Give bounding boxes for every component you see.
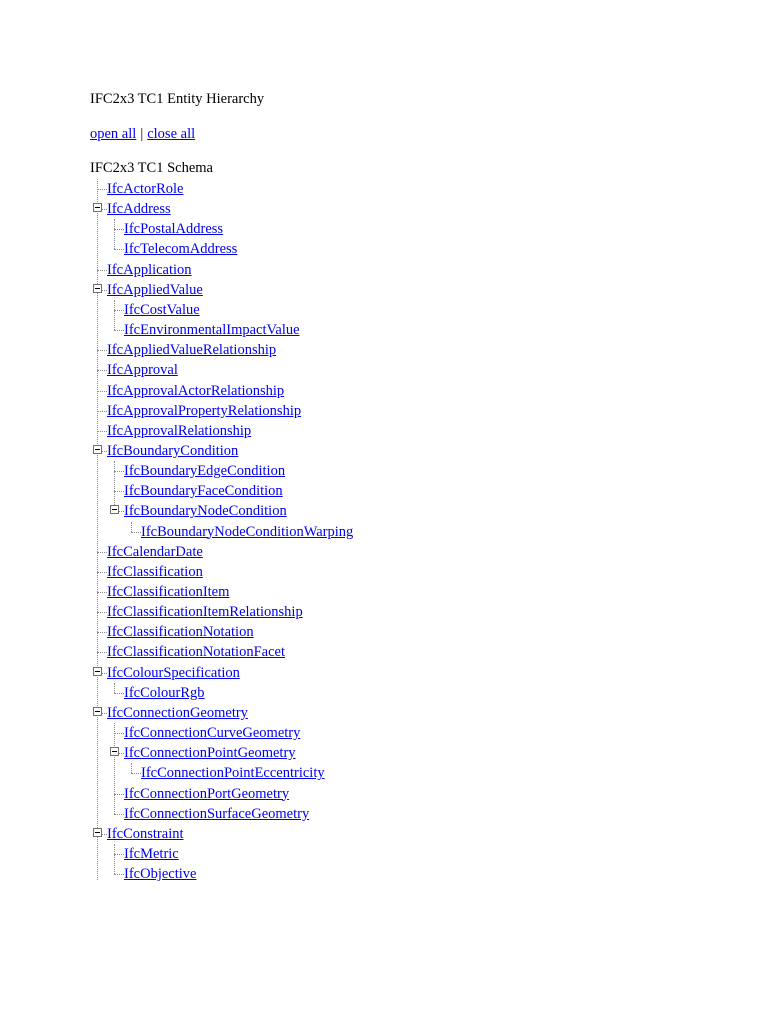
tree-node (107, 199, 171, 219)
tree-node-link[interactable]: IfcApproval (107, 362, 178, 379)
tree-node (107, 542, 203, 562)
tree-node-link[interactable]: IfcBoundaryEdgeCondition (124, 463, 286, 480)
tree-connector-line (97, 592, 107, 593)
tree-node (124, 239, 237, 259)
tree-branch-line (114, 300, 115, 330)
tree-node-link[interactable]: IfcBoundaryNodeCondition (124, 503, 287, 520)
tree-node-link[interactable]: IfcApprovalPropertyRelationship (107, 402, 302, 419)
tree-node-link[interactable]: IfcConnectionCurveGeometry (124, 725, 301, 742)
tree-connector-line (97, 370, 107, 371)
tree-node (107, 421, 251, 441)
tree-node-link[interactable]: IfcActorRole (107, 181, 184, 197)
tree-node-link[interactable]: IfcConnectionPortGeometry (124, 785, 290, 802)
tree-node-link[interactable]: IfcApplication (107, 261, 192, 278)
tree-connector-line (114, 330, 124, 331)
tree-node-link[interactable]: IfcObjective (124, 866, 197, 883)
tree-branch-line (131, 763, 132, 773)
tree-node-link[interactable]: IfcCostValue (124, 301, 200, 318)
tree-connector-line (114, 229, 124, 230)
tree-node-link[interactable]: IfcAppliedValueRelationship (107, 342, 277, 359)
tree-node (124, 864, 196, 884)
tree-node (107, 622, 254, 642)
tree-node (141, 522, 353, 542)
tree-connector-line (97, 612, 107, 613)
tree-node (107, 663, 240, 683)
open-all-link[interactable]: open all (90, 126, 137, 142)
tree-connector-line (114, 693, 124, 694)
tree-node (107, 340, 276, 360)
tree-connector-line (114, 794, 124, 795)
tree-node (124, 219, 223, 239)
tree-connector-line (97, 632, 107, 633)
tree-node-link[interactable]: IfcBoundaryCondition (107, 442, 239, 459)
tree-node-link[interactable]: IfcEnvironmentalImpactValue (124, 322, 300, 339)
tree-connector-line (97, 431, 107, 432)
tree-node-link[interactable]: IfcTelecomAddress (124, 241, 238, 258)
tree-node (124, 743, 296, 763)
tree-connector-line (114, 491, 124, 492)
tree-node-link[interactable]: IfcClassificationItem (107, 584, 230, 600)
tree-node-link[interactable]: IfcConstraint (107, 825, 184, 842)
tree-branch-line (114, 723, 115, 814)
tree-connector-line (97, 652, 107, 653)
tree-node (107, 401, 301, 421)
tree-node-link[interactable]: IfcConnectionSurfaceGeometry (124, 805, 310, 822)
tree-node (124, 481, 283, 501)
tree-node-link[interactable]: IfcClassificationItemRelationship (107, 604, 303, 621)
tree-connector-line (114, 854, 124, 855)
tree-node-link[interactable]: IfcConnectionGeometry (107, 704, 248, 721)
tree-node (124, 723, 300, 743)
controls-separator: | (140, 126, 144, 142)
collapse-toggle-icon[interactable] (93, 667, 102, 676)
collapse-toggle-icon[interactable] (93, 707, 102, 716)
tree-node-link[interactable]: IfcBoundaryNodeConditionWarping (141, 523, 354, 540)
tree-node (124, 300, 200, 320)
tree-connector-line (114, 814, 124, 815)
tree-node (107, 562, 203, 582)
tree-connector-line (114, 310, 124, 311)
tree-node (124, 320, 300, 340)
tree-node-link[interactable]: IfcApprovalRelationship (107, 422, 252, 439)
tree-node (124, 461, 285, 481)
tree-branch-line (114, 683, 115, 693)
tree-controls (90, 124, 195, 144)
tree-connector-line (114, 471, 124, 472)
tree-node (107, 360, 178, 380)
tree-node (107, 179, 184, 199)
tree-node (107, 381, 284, 401)
tree-connector-line (97, 552, 107, 553)
tree-node (124, 683, 205, 703)
tree-node-link[interactable]: IfcColourRgb (124, 684, 205, 701)
collapse-toggle-icon[interactable] (93, 203, 102, 212)
tree-node-link[interactable]: IfcConnectionPointEccentricity (141, 765, 325, 782)
tree-connector-line (114, 874, 124, 875)
collapse-toggle-icon[interactable] (93, 445, 102, 454)
tree-node (107, 260, 192, 280)
tree-connector-line (131, 532, 141, 533)
tree-node-link[interactable]: IfcApprovalActorRelationship (107, 382, 285, 399)
tree-node-link[interactable]: IfcAddress (107, 201, 171, 218)
tree-node-link[interactable]: IfcClassificationNotationFacet (107, 644, 285, 661)
tree-node (124, 501, 287, 521)
tree-node (124, 784, 289, 804)
collapse-toggle-icon[interactable] (93, 284, 102, 293)
tree-branch-line (131, 522, 132, 532)
tree-node (107, 280, 203, 300)
tree-connector-line (97, 350, 107, 351)
tree-node-link[interactable]: IfcCalendarDate (107, 543, 203, 560)
tree-node (107, 602, 303, 622)
tree-branch-line (114, 461, 115, 511)
tree-node-link[interactable]: IfcBoundaryFaceCondition (124, 483, 283, 500)
tree-connector-line (97, 270, 107, 271)
tree-node (107, 824, 184, 844)
tree-node (107, 582, 229, 602)
tree-connector-line (114, 249, 124, 250)
tree-node (107, 642, 285, 662)
tree-connector-line (131, 773, 141, 774)
collapse-toggle-icon[interactable] (93, 828, 102, 837)
tree-node (141, 763, 325, 783)
tree-node-link[interactable]: IfcPostalAddress (124, 221, 224, 238)
tree-node-link[interactable]: IfcClassificationNotation (107, 624, 254, 641)
tree-connector-line (97, 391, 107, 392)
tree-node-link[interactable]: IfcColourSpecification (107, 664, 240, 681)
tree-node-link[interactable]: IfcConnectionPointGeometry (124, 745, 296, 762)
tree-node (124, 804, 309, 824)
collapse-toggle-icon[interactable] (110, 747, 119, 756)
tree-branch-line (114, 844, 115, 874)
collapse-toggle-icon[interactable] (110, 505, 119, 514)
tree-node (107, 441, 238, 461)
tree-connector-line (97, 572, 107, 573)
tree-connector-line (97, 189, 107, 190)
page-title: IFC2x3 TC1 Entity Hierarchy (90, 91, 265, 107)
tree-branch-line (114, 219, 115, 249)
tree-node-link[interactable]: IfcClassification (107, 563, 203, 580)
tree-node (107, 703, 248, 723)
tree-node-link[interactable]: IfcAppliedValue (107, 281, 203, 298)
tree-connector-line (97, 411, 107, 412)
tree-connector-line (114, 733, 124, 734)
schema-root-label: IFC2x3 TC1 Schema (90, 160, 213, 176)
close-all-link[interactable]: close all (147, 126, 196, 142)
tree-node (124, 844, 179, 864)
tree-node-link[interactable]: IfcMetric (124, 845, 179, 862)
